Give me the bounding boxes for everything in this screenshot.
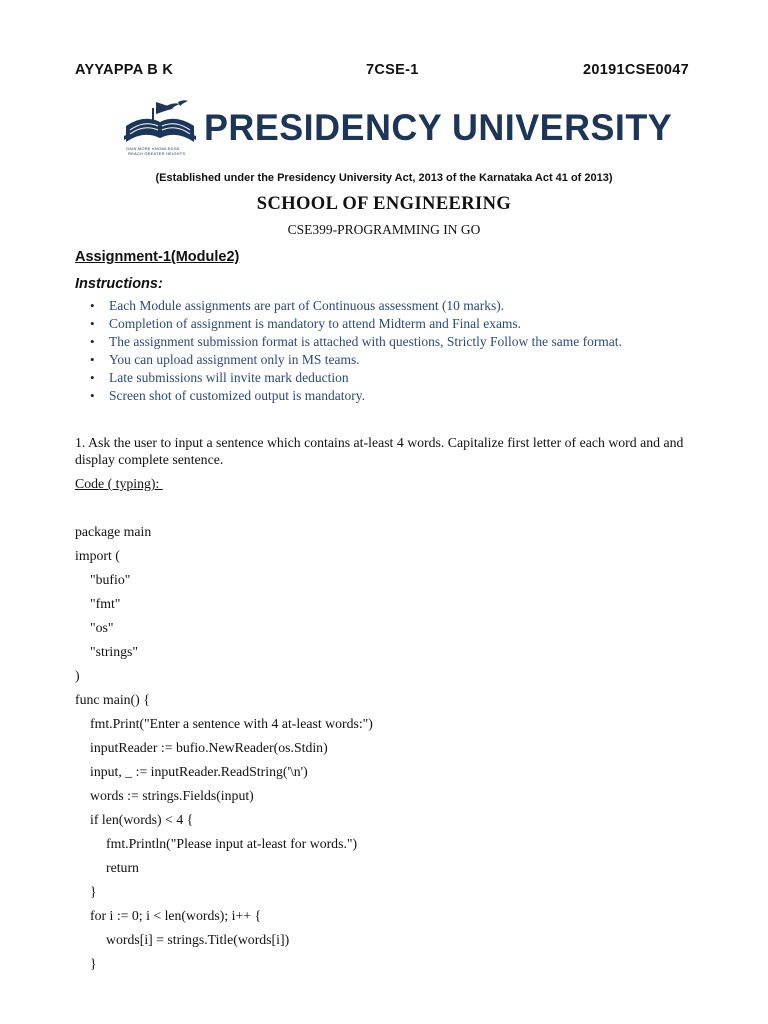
- course-title: CSE399-PROGRAMMING IN GO: [287, 222, 481, 237]
- code-line: }: [90, 884, 97, 899]
- code-line: for i := 0; i < len(words); i++ {: [90, 908, 262, 923]
- code-line: fmt.Print("Enter a sentence with 4 at-least words:"): [90, 716, 373, 731]
- instruction-item: • Completion of assignment is mandatory to attend Midterm and Final exams.: [90, 315, 622, 333]
- instruction-item: • You can upload assignment only in MS teams.: [90, 351, 622, 369]
- code-line: fmt.Println("Please input at-least for words."): [106, 836, 358, 851]
- code-line: "strings": [90, 644, 139, 659]
- instruction-item: • Each Module assignments are part of Continuous assessment (10 marks).: [90, 297, 622, 315]
- assignment-title: Assignment-1(Module2): [75, 249, 240, 265]
- code-line: return: [106, 860, 139, 875]
- instruction-item: • Screen shot of customized output is mandatory.: [90, 387, 622, 405]
- code-line: import (: [75, 548, 120, 563]
- logo-motto-line2: REACH GREATER HEIGHTS: [128, 151, 186, 156]
- instructions-title: Instructions:: [75, 276, 163, 292]
- student-name: AYYAPPA B K: [75, 62, 174, 78]
- university-logo: [122, 100, 673, 160]
- logo-motto-line1: GAIN MORE KNOWLEDGE: [126, 146, 180, 151]
- school-title: SCHOOL OF ENGINEERING: [256, 194, 512, 214]
- establishment-note: (Established under the Presidency University Act, 2013 of the Karnataka Act 41 of 2013): [155, 172, 613, 184]
- code-line: ): [75, 668, 80, 683]
- code-line: words := strings.Fields(input): [90, 788, 254, 803]
- instruction-item: • The assignment submission format is attached with questions, Strictly Follow the same format.: [90, 333, 622, 351]
- code-line: func main() {: [75, 692, 150, 707]
- code-line: input, _ := inputReader.ReadString('\n'): [90, 764, 308, 779]
- question-1: 1. Ask the user to input a sentence which contains at-least 4 words. Capitalize first letter of each word and and display complete sentence.: [75, 435, 684, 467]
- code-line: "fmt": [90, 596, 121, 611]
- code-line: "os": [90, 620, 114, 635]
- code-line: inputReader := bufio.NewReader(os.Stdin): [90, 740, 328, 755]
- code-line: package main: [75, 524, 152, 539]
- instruction-item: • Late submissions will invite mark deduction: [90, 369, 622, 387]
- instructions-list: [90, 297, 622, 405]
- code-line: words[i] = strings.Title(words[i]): [106, 932, 290, 947]
- code-label: Code ( typing):: [75, 476, 163, 491]
- code-line: if len(words) < 4 {: [90, 812, 194, 827]
- code-line: "bufio": [90, 572, 131, 587]
- student-id: 20191CSE0047: [583, 62, 689, 78]
- student-class: 7CSE-1: [366, 62, 419, 78]
- university-wordmark: PRESIDENCY UNIVERSITY: [204, 107, 673, 148]
- code-line: }: [90, 956, 97, 971]
